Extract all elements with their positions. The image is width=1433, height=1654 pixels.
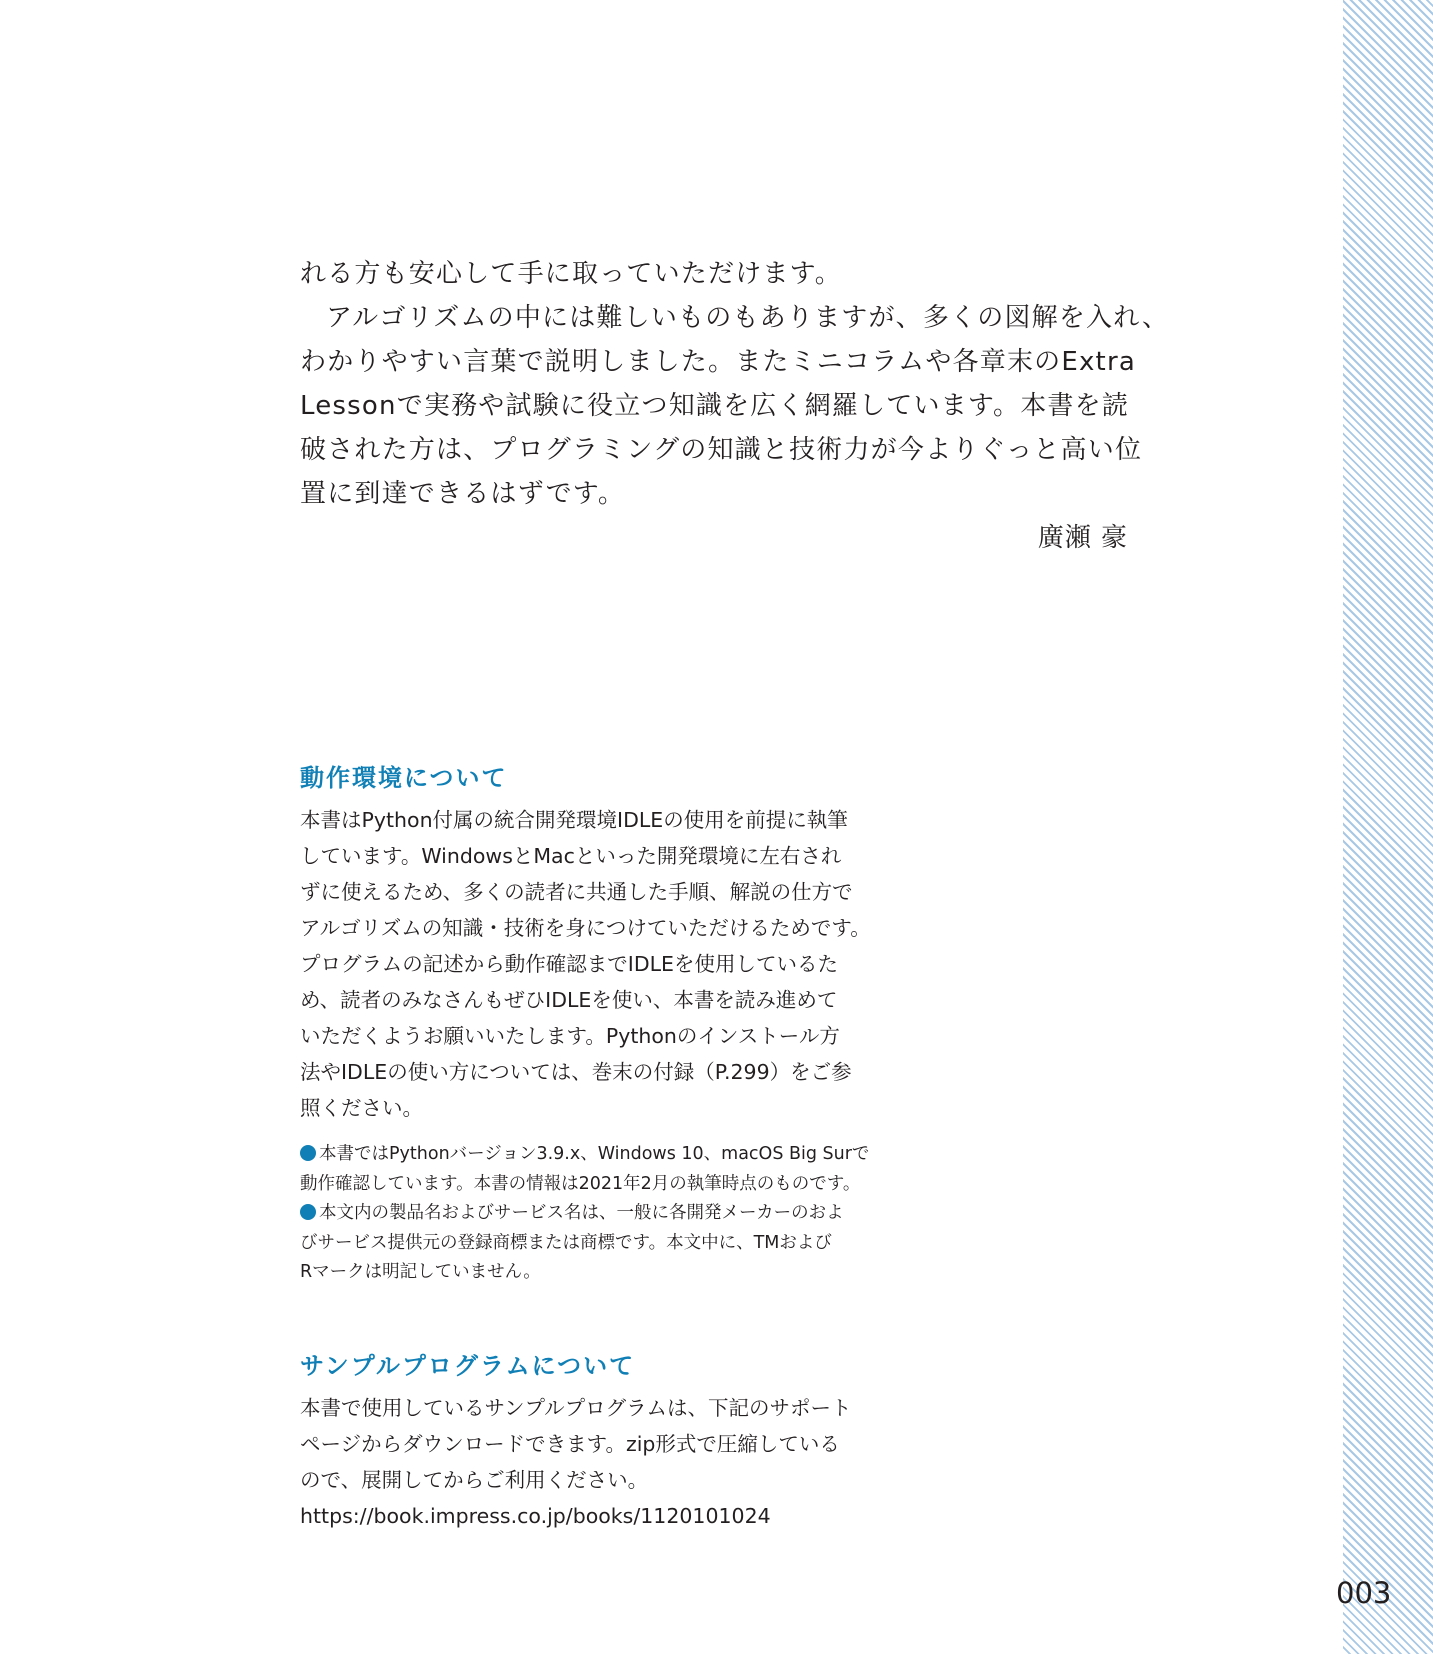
intro-line-3: わかりやすい言葉で説明しました。またミニコラムや各章末のExtra <box>300 347 1136 377</box>
note-1-first-text: 本書ではPythonバージョン3.9.x、Windows 10、macOS Big Surで <box>319 1144 870 1164</box>
environment-line-8: 法やIDLEの使い方については、巻末の付録（P.299）をご参 <box>300 1060 852 1084</box>
decorative-stripe-band <box>1343 0 1433 1654</box>
note-1-line-2: 動作確認しています。本書の情報は2021年2月の執筆時点のものです。 <box>300 1173 861 1194</box>
bullet-icon <box>300 1145 316 1161</box>
intro-text-block <box>300 252 1170 560</box>
intro-line-6: 置に到達できるはずです。 <box>300 479 626 509</box>
note-1-line-1 <box>300 1140 920 1170</box>
sample-heading: サンプルプログラムについて <box>300 1352 636 1380</box>
intro-line-4: Lessonで実務や試験に役立つ知識を広く網羅しています。本書を読 <box>300 391 1130 421</box>
intro-line-5: 破された方は、プログラミングの知識と技術力が今よりぐっと高い位 <box>300 435 1143 465</box>
environment-line-7: いただくようお願いいたします。Pythonのインストール方 <box>300 1024 840 1048</box>
intro-line-2: アルゴリズムの中には難しいものもありますが、多くの図解を入れ、 <box>326 303 1170 333</box>
bullet-icon <box>300 1204 316 1220</box>
note-2-line-3: Rマークは明記していません。 <box>300 1262 541 1282</box>
sample-section <box>300 1346 920 1534</box>
environment-line-9: 照ください。 <box>300 1096 423 1120</box>
sample-line-2: ページからダウンロードできます。zip形式で圧縮している <box>300 1432 840 1456</box>
sample-line-3: ので、展開してからご利用ください。 <box>300 1468 649 1492</box>
support-url-link[interactable]: https://book.impress.co.jp/books/1120101024 <box>300 1504 771 1528</box>
environment-line-3: ずに使えるため、多くの読者に共通した手順、解説の仕方で <box>300 880 853 904</box>
environment-line-5: プログラムの記述から動作確認までIDLEを使用しているた <box>300 952 838 976</box>
note-2-first-text: 本文内の製品名およびサービス名は、一般に各開発メーカーのおよ <box>319 1203 844 1223</box>
environment-line-1: 本書はPython付属の統合開発環境IDLEの使用を前提に執筆 <box>300 808 848 832</box>
environment-line-4: アルゴリズムの知識・技術を身につけていただけるためです。 <box>300 916 871 940</box>
environment-heading: 動作環境について <box>300 764 508 792</box>
author-signature: 廣瀬 豪 <box>1037 523 1128 553</box>
page-number: 003 <box>1336 1576 1392 1610</box>
notes-block <box>300 1140 920 1288</box>
environment-line-6: め、読者のみなさんもぜひIDLEを使い、本書を読み進めて <box>300 988 838 1012</box>
sample-line-1: 本書で使用しているサンプルプログラムは、下記のサポート <box>300 1396 852 1420</box>
note-2-line-2: びサービス提供元の登録商標または商標です。本文中に、TMおよび <box>300 1232 832 1253</box>
note-2-line-1 <box>300 1199 920 1229</box>
environment-section <box>300 758 920 1288</box>
intro-line-1: れる方も安心して手に取っていただけます。 <box>300 259 842 289</box>
environment-line-2: しています。WindowsとMacといった開発環境に左右され <box>300 844 842 868</box>
